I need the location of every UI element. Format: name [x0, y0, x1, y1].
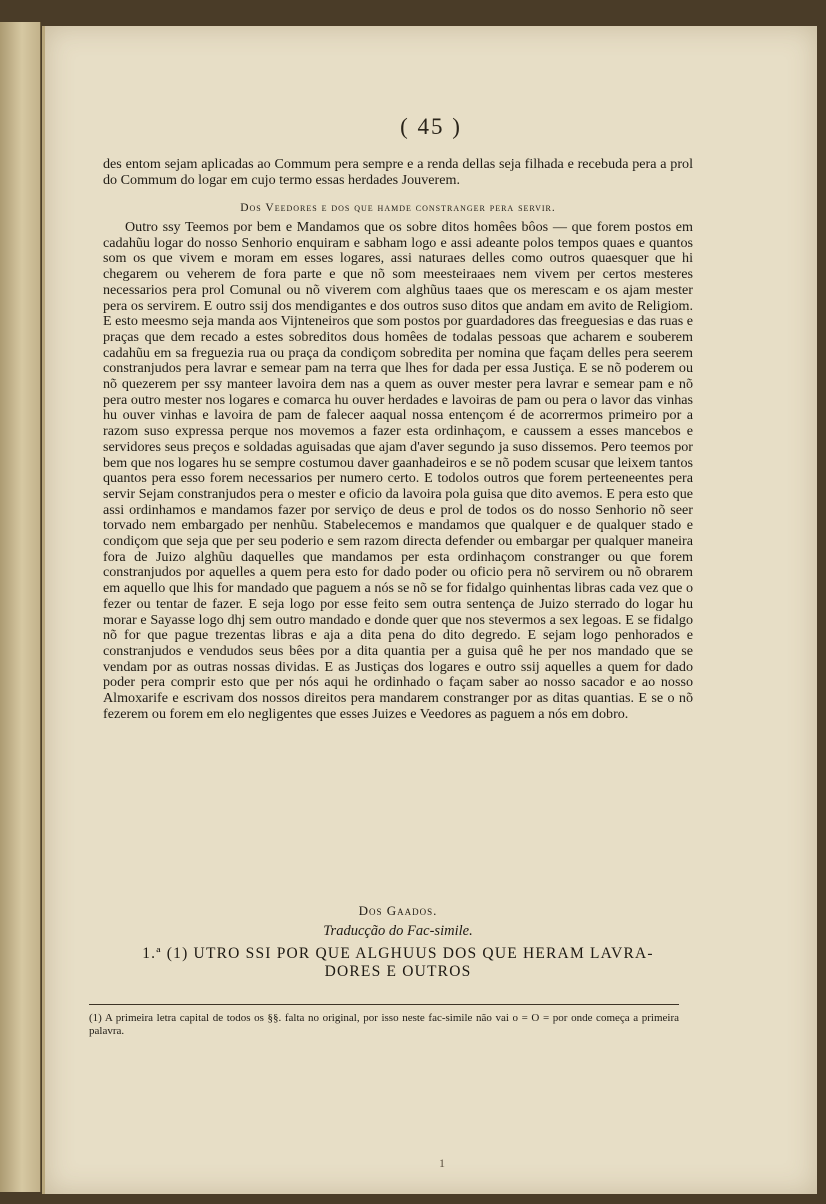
section-heading-veedores: Dos Veedores e dos que hamde constranger pera servir.	[240, 202, 556, 214]
paragraph-text: Outro ssy Teemos por bem e Mandamos que os sobre ditos homêes bôos — que forem postos em cadahũu logar do nosso Senhorio enquiram e sabham logo e assi adeante polos tempos quaes e quantos som os que vivem e moram em esses logares, assi naturaes delles como outros quaesquer que hi chegarem ou veherem de fora parte e que nõ som meesteiraaes nem vivem per certos mesteres necessarios pera prol Comunal ou nõ viverem com alghũus taaes que os merescam e os ajam mester pera os servirem. E outro ssij dos mendigantes e dos outros suso ditos que andam em avito de Religiom. E esto meesmo seja manda aos Vijnteneiros que som postos por guardadores das freeguesias e das ruas e praças que dem recado a estes sobreditos dous homêes de todalas pessoas que acharem e souberem cadahũu em sa freguezia rua ou praça da condiçom sobredita per nomina que façam delles pera seerem constranjudos pera lavrar e semear pam na terra que lhes for dada per essa Justiça. E se nõ poderem ou nõ quezerem per ssy manteer lavoira dem nas a quem as ouver mester pera lavrar e semear pam e nõ pera outro mester nos logares e comarca hu ouver herdades e lavoiras de pam ou pera o lavor das vinhas hu ouver vinhas e lavoira de pam de falecer aaqual nossa entençom é de acorrermos primeiro por a razom suso expressa perque nos movemos a fazer esta ordinhaçom, e caussem a esses mancebos e servidores seus preços e soldadas aguisadas que ajam d'aver segundo ja suso dissemos. Pero teemos por bem que nos logares hu se sempre costumou daver gaanhadeiros e se nõ podem scusar que leixem tantos quantos pera esso forem necessarios per numero certo. E todolos outros que forem perteeneentes pera servir Sejam constranjudos pera o mester e oficio da lavoira pola guisa que dito avemos. E pera esto que assi ordinhamos e mandamos fazer por serviço de deus e prol de todos os do nosso Senhorio nõ seer torvado nem embargado per nenhũu. Stabelecemos e mandamos que qualquer e de qualquer stado e condiçom que seja que per seu poderio e sem razom directa defender ou embargar per qualquer maneira fora de Juizo alghũu daquelles que mandamos per esta ordinhaçom constranger ou que forem constranjudos por aquelles a quem pera esto for dado poder ou oficio pera nõ servirem ou nõ obrarem em aquello que lhis for mandado que paguem a nós se nõ se for fidalgo quinhentas libras cada vez que o fezer ou tentar de fazer. E seja logo por esse feito sem outra sentença de Juizo sterrado do logar hu morar e Sayasse logo dhj sem outro mandado e donde quer que nos stevermos a sex legoas. E se fidalgo nõ for que pague trezentas libras e aja a dita pena do dito degredo. E sejam logo penhorados e constranjudos e vendudos seus bêes por a dita quantia per a guisa quê he per nos mandado que se vendam por as outras nossas dividas. E as Justiças dos logares e outro ssij aquelles a quem for dado poder pera comprir esto que per nós aqui he ordinhado o façam saber ao nosso sacador e ao nosso Almoxarife e escrivam dos nossos direitos pera mandarem constranger por as ditas quantias. E se o nõ fezerem ou forem em elo negligentes que esses Juizes e Veedores as paguem a nós em dobro.	[103, 219, 693, 722]
page-number: ( 45 )	[400, 114, 462, 139]
footnote-divider	[89, 1004, 679, 1005]
main-paragraph	[103, 220, 693, 723]
paragraph-continuation	[103, 157, 693, 188]
facsimile-heading	[103, 945, 693, 981]
paragraph-text: des entom sejam aplicadas ao Commum pera sempre e a renda dellas seja filhada e recebuda pera a prol do Commum do logar em cujo termo essas herdades Jouverem.	[103, 156, 693, 188]
facsimile-line-2: DORES E OUTROS	[324, 963, 472, 980]
document-page	[42, 26, 817, 1194]
section-heading-gaados: Dos Gaados.	[358, 903, 438, 918]
facsimile-line-1: 1.ª (1) UTRO SSI POR QUE ALGHUUS DOS QUE HERAM LAVRA-	[142, 945, 654, 962]
previous-page-edge	[0, 22, 41, 1192]
bottom-mark: 1	[439, 1156, 445, 1170]
translation-label: Traducção do Fac-simile.	[323, 923, 473, 939]
footnote: (1) A primeira letra capital de todos os §§. falta no original, por isso neste fac-simile não vai o = O = por onde começa a primeira palavra.	[89, 1012, 679, 1037]
